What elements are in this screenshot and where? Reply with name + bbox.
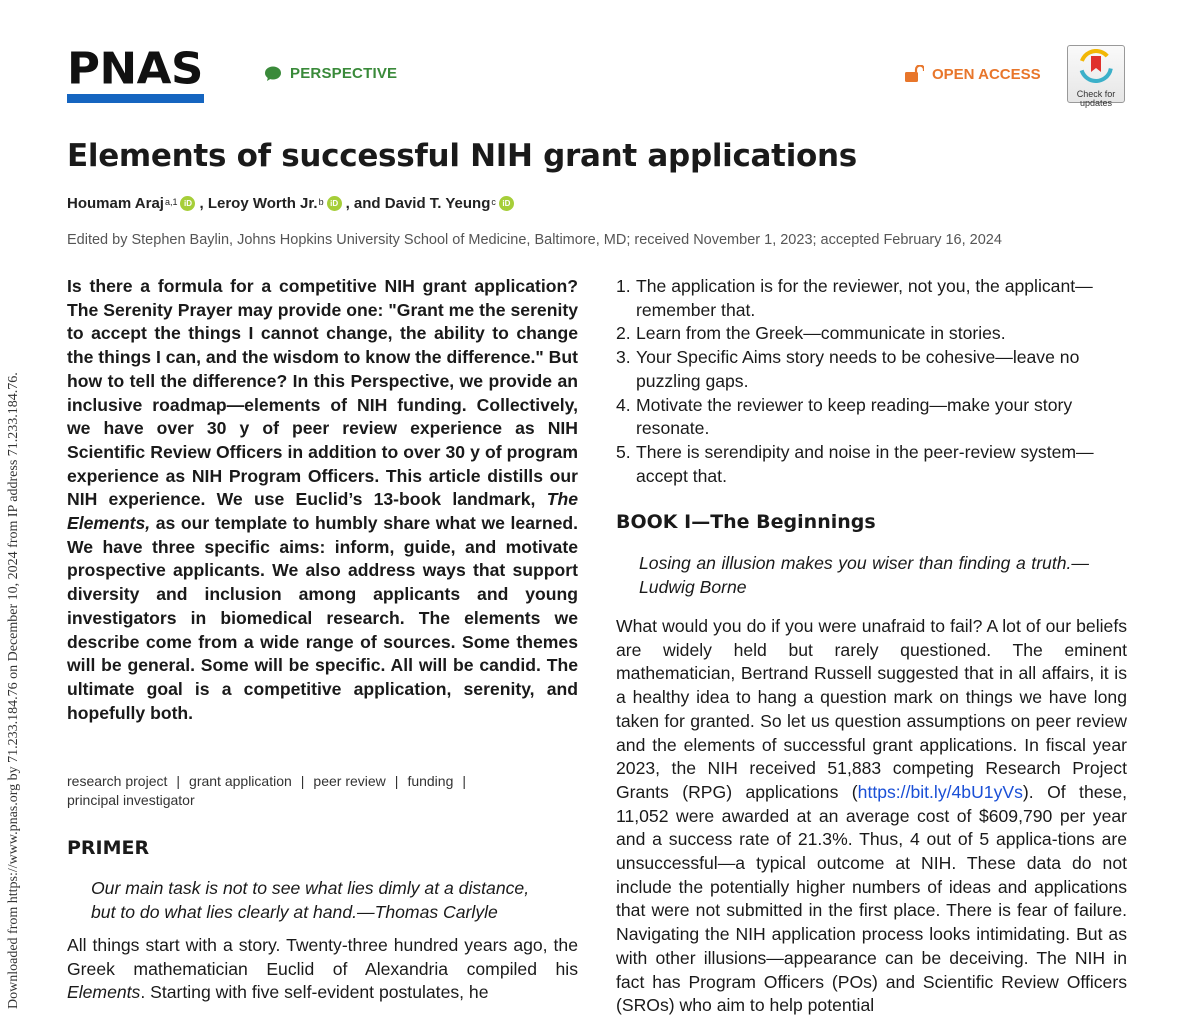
orcid-icon[interactable]: iD (327, 196, 342, 211)
orcid-icon[interactable]: iD (499, 196, 514, 211)
abstract-text: Is there a formula for a competitive NIH grant application? The Serenity Prayer may provide one: "Grant me the serenity to accept the things I cannot change, the ability to change the things I can, and the wisdom to know the difference." But how to tell the difference? In this Perspective, we provide an inclusive roadmap—elements of NIH funding. Collectively, we have over 30 y of peer review experience as NIH Scientific Review Officers in addition to over 30 y of program experience as NIH Program Officers. This article distills our NIH experience. We use Euclid’s 13-book landmark, (67, 276, 578, 510)
author-affiliation: b (318, 196, 324, 207)
list-item (616, 275, 1128, 322)
list-number: 2. (616, 323, 631, 344)
primer-epigraph (91, 876, 581, 924)
list-item (616, 346, 1128, 393)
list-text: Your Specific Aims story needs to be cohesive—leave no puzzling gaps. (636, 347, 1080, 391)
author-affiliation: c (491, 196, 496, 207)
list-number: 4. (616, 394, 631, 415)
list-number: 5. (616, 441, 631, 462)
book1-body (616, 615, 1127, 1018)
abstract-text: as our template to humbly share what we learned. We have three specific aims: inform, guide, and motivate prospective applicants. We also address ways that support diversity and inclusion among applicants and young investigators in biomedical research. The elements we describe come from a wide range of sources. Some themes will be general. Some will be specific. All will be candid. The ultimate goal is a competitive application, serenity, and hopefully both. (67, 513, 578, 723)
list-text: Motivate the reviewer to keep reading—make your story resonate. (636, 394, 1073, 439)
speech-bubble-icon (264, 66, 282, 82)
keyword[interactable]: peer review (313, 773, 386, 789)
primer-epigraph-line1: Our main task is not to see what lies dimly at a distance, (91, 878, 530, 898)
author-name[interactable]: Houmam Araj (67, 195, 164, 212)
orcid-icon[interactable]: iD (180, 196, 195, 211)
list-item (616, 394, 1128, 441)
section-heading-book-1: BOOK I—The Beginnings (616, 511, 876, 533)
pnas-logo[interactable] (67, 43, 205, 103)
editor-and-dates: Edited by Stephen Baylin, Johns Hopkins University School of Medicine, Baltimore, MD; received November 1, 2023; accepted February 16, 2024 (67, 232, 1002, 248)
check-updates-line2: updates (1079, 98, 1113, 108)
list-item (616, 322, 1128, 346)
open-lock-icon (904, 65, 924, 83)
primer-text: All things start with a story. Twenty-three hundred years ago, the Greek mathematician Euclid of Alexandria compiled his (67, 935, 578, 979)
keyword[interactable]: funding (407, 773, 454, 789)
crossmark-icon (1078, 49, 1114, 83)
keyword-list (67, 772, 527, 810)
author-name[interactable]: Leroy Worth Jr. (207, 195, 318, 212)
primer-epigraph-line2: but to do what lies clearly at hand.—Thomas Carlyle (91, 902, 498, 922)
keyword-separator: | (300, 773, 305, 789)
list-item (616, 441, 1128, 488)
keyword-separator: | (462, 773, 467, 789)
abstract-italic: The Elements, (67, 489, 578, 534)
author-affiliation: a,1 (164, 196, 178, 207)
pnas-logo-bar (67, 94, 204, 103)
open-access-label: OPEN ACCESS (932, 65, 1041, 83)
author-list (67, 195, 518, 212)
author-separator: , (199, 195, 204, 212)
author-separator: , and (345, 195, 381, 212)
article-type-badge (264, 65, 397, 82)
keyword[interactable]: grant application (189, 773, 292, 789)
book1-text: What would you do if you were unafraid to fail? A lot of our beliefs are widely held but rarely questioned. The eminent mathematician, Bertrand Russell suggested that in all affairs, it is a healthy idea to hang a question mark on things we have long taken for granted. So let us question assumptions on peer review and the elements of successful grant applications. In fiscal year 2023, the NIH received 51,883 competing Research Project Grants (RPG) applications ( (616, 616, 1127, 802)
list-text: Learn from the Greek—communicate in stories. (636, 323, 1006, 344)
book1-epigraph: Losing an illusion makes you wiser than finding a truth.—Ludwig Borne (639, 553, 1089, 597)
article-title: Elements of successful NIH grant applications (67, 138, 857, 174)
abstract (67, 275, 578, 725)
primer-text: . Starting with five self-evident postulates, he (140, 982, 489, 1003)
author-name[interactable]: David T. Yeung (384, 195, 491, 212)
book1-text: ). Of these, 11,052 were awarded at an average cost of $609,790 per year and a success rate of 21.3%. Thus, 4 out of 5 applica-tions are unsuccessful—a typical outcome at NIH. These data do not include the potentially higher numbers of ideas and applications that were not submitted in the first place. There is fear of failure. Navigating the NIH application process looks intimidating. But as with other illusions—appearance can be deceiving. The NIH in fact has Program Officers (POs) and Scientific Review Officers (SROs) who aim to help potential (616, 781, 1127, 1016)
keyword[interactable]: principal investigator (67, 792, 195, 808)
section-heading-primer: PRIMER (67, 837, 150, 859)
list-number: 3. (616, 347, 631, 368)
keyword-separator: | (176, 773, 181, 789)
keyword[interactable]: research project (67, 773, 168, 789)
pnas-logo-text: PNAS (67, 43, 203, 95)
check-for-updates-button[interactable] (1067, 45, 1125, 108)
download-watermark: Downloaded from https://www.pnas.org by 71.233.184.76 on December 10, 2024 from IP address 71.233.184.76. (6, 372, 21, 1009)
list-text: There is serendipity and noise in the peer-review system—accept that. (636, 441, 1094, 486)
keyword-separator: | (394, 773, 399, 789)
open-access-badge[interactable] (904, 65, 1041, 83)
primer-italic: Elements (67, 982, 141, 1003)
article-type-label: PERSPECTIVE (290, 65, 398, 82)
check-updates-text (1068, 90, 1124, 108)
principles-list (616, 275, 1128, 488)
list-number: 1. (616, 276, 631, 296)
primer-body (67, 934, 578, 1005)
check-updates-line1: Check for (1076, 89, 1116, 99)
rpg-data-link[interactable]: https://bit.ly/4bU1yVs (857, 781, 1023, 802)
list-text: The application is for the reviewer, not you, the applicant—remember that. (636, 276, 1093, 320)
